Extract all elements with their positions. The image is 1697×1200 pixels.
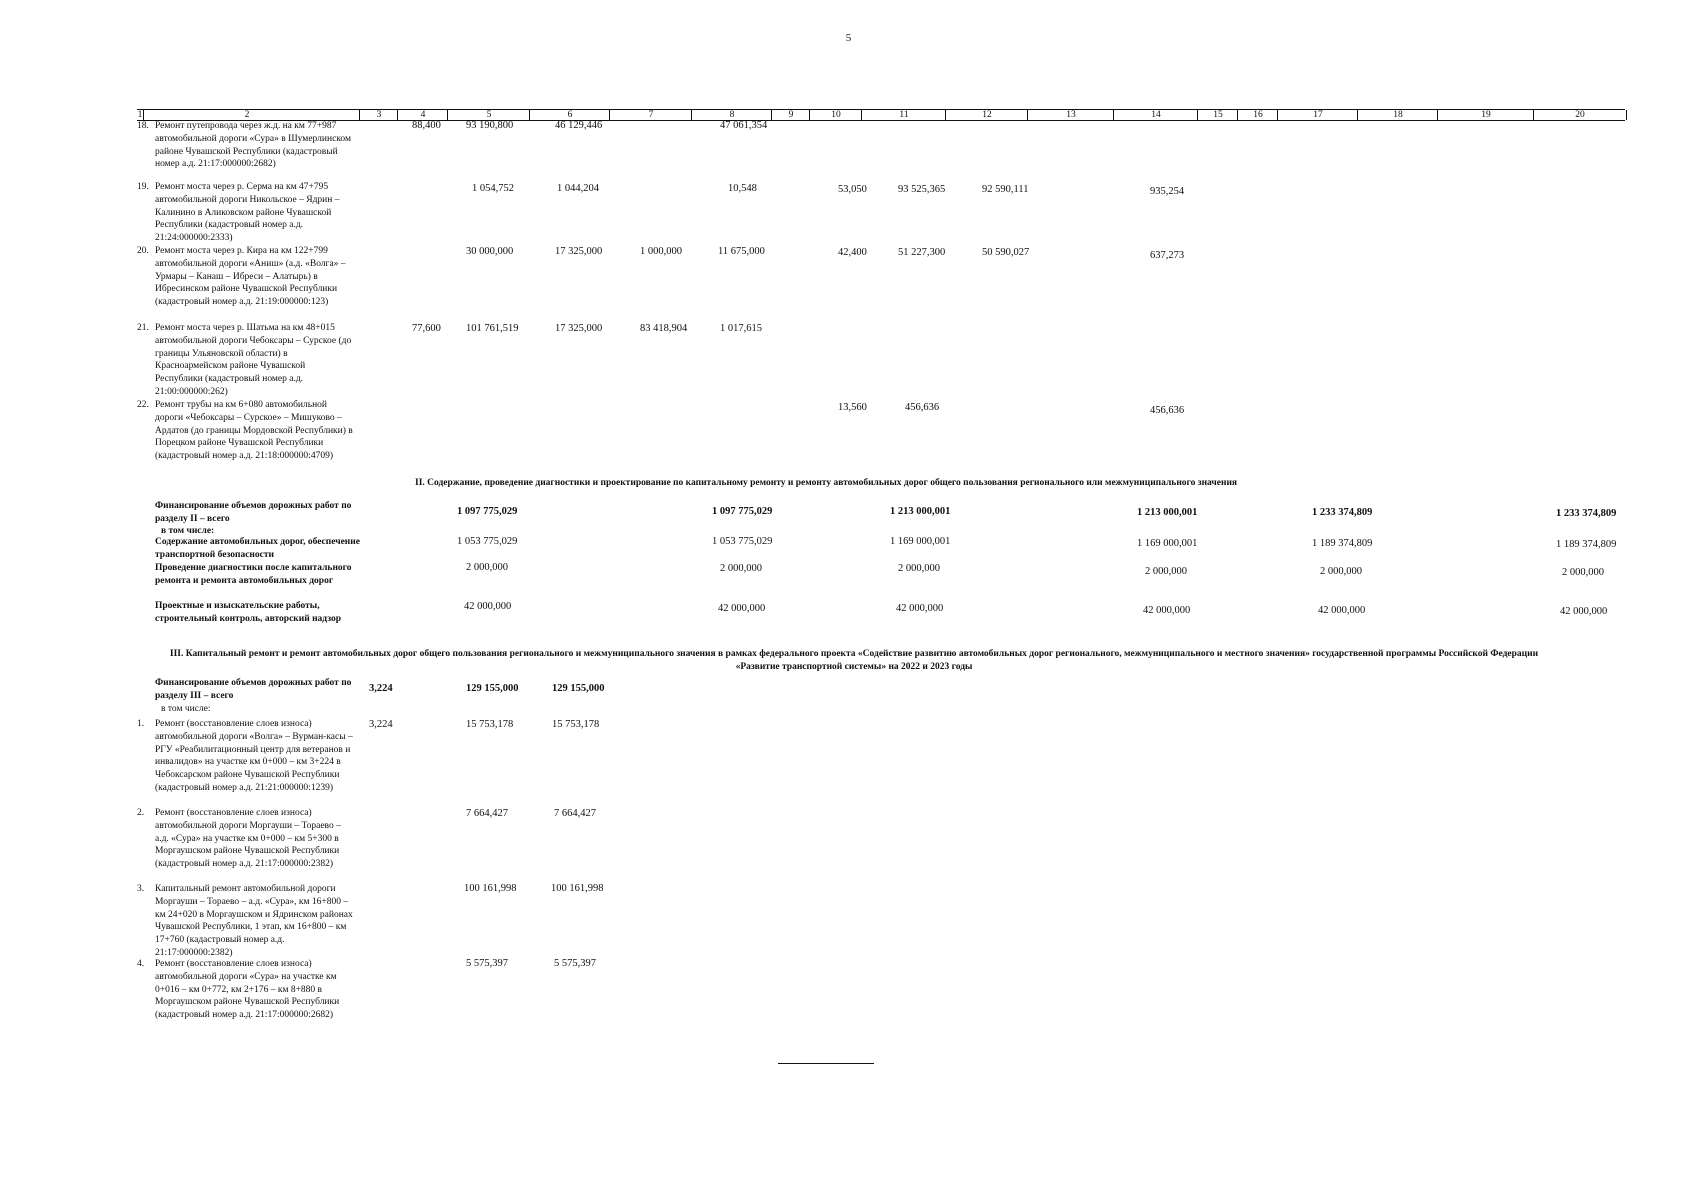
header-cell: 8: [691, 110, 772, 120]
cell-c12: 50 590,027: [982, 247, 1030, 258]
row-description: Ремонт (восстановление слоев износа) автомобильной дороги «Волга» – Вурман-касы – РГУ «Реабилитационный центр для ветеранов и инвалидов» на участке км 0+000 – км 3+224 в Чебоксарском районе Чувашской Республики (кадастровый номер а.д. 21:21:000000:1239): [155, 719, 353, 793]
cell-c10: 42,400: [838, 247, 867, 258]
section-2-row-maintenance: Содержание автомобильных дорог, обеспечение транспортной безопасности: [155, 537, 360, 560]
cell-c11: 1 169 000,001: [890, 536, 951, 547]
table-row-22: [137, 399, 355, 463]
header-cell: 20: [1533, 110, 1627, 120]
section-3-row-2: [137, 807, 355, 871]
cell-c5: 7 664,427: [466, 808, 508, 819]
footer-divider: [778, 1063, 874, 1064]
table-row-19: [137, 181, 355, 245]
cell-c7: 83 418,904: [640, 323, 688, 334]
section-3-total-sub: в том числе:: [161, 704, 211, 714]
cell-c8: 1 017,615: [720, 323, 762, 334]
cell-c7: 1 000,000: [640, 246, 682, 257]
row-description: Ремонт (восстановление слоев износа) автомобильной дороги «Сура» на участке км 0+016 – км 0+772, км 2+176 – км 8+880 в Моргаушском районе Чувашской Республики (кадастровый номер а.д. 21:17:000000:2682): [155, 959, 340, 1021]
section-2-title: II. Содержание, проведение диагностики и проектирование по капитальному ремонту и ремонту автомобильных дорог общего пользования регионального или межмуниципального значения: [415, 478, 1238, 488]
header-cell: 10: [809, 110, 862, 120]
cell-c8: 2 000,000: [720, 563, 762, 574]
cell-c8: 1 097 775,029: [712, 506, 773, 517]
cell-c5: 101 761,519: [466, 323, 519, 334]
cell-c14: 1 169 000,001: [1137, 538, 1198, 549]
cell-c11: 42 000,000: [896, 603, 944, 614]
section-3-total-label: Финансирование объемов дорожных работ по разделу III – всего: [155, 678, 352, 701]
cell-c5: 15 753,178: [466, 719, 514, 730]
table-row-21: [137, 322, 355, 399]
row-number: 21.: [137, 323, 149, 333]
cell-c6: 17 325,000: [555, 323, 603, 334]
cell-c5: 1 097 775,029: [457, 506, 518, 517]
cell-c6: 129 155,000: [552, 683, 605, 694]
cell-c20: 1 233 374,809: [1556, 508, 1617, 519]
cell-c5: 1 054,752: [472, 183, 514, 194]
cell-c20: 42 000,000: [1560, 606, 1608, 617]
header-cell: 14: [1113, 110, 1198, 120]
header-cell: 4: [397, 110, 448, 120]
cell-c17: 2 000,000: [1320, 566, 1362, 577]
header-cell: 11: [861, 110, 946, 120]
cell-c17: 1 189 374,809: [1312, 538, 1373, 549]
section-3-row-4: [137, 958, 355, 1022]
cell-c5: 30 000,000: [466, 246, 514, 257]
row-number: 3.: [137, 884, 145, 894]
cell-c11: 456,636: [905, 402, 940, 413]
cell-c6: 100 161,998: [551, 883, 604, 894]
cell-c10: 53,050: [838, 184, 867, 195]
row-description: Ремонт моста через р. Серма на км 47+795 автомобильной дороги Никольское – Ядрин – Калинино в Аликовском районе Чувашской Республики (кадастровый номер а.д. 21:24:000000:2333): [155, 182, 340, 244]
row-number: 19.: [137, 182, 149, 192]
row-description: Ремонт моста через р. Шатьма на км 48+015 автомобильной дороги Чебоксары – Сурское (до границы Ульяновской области) в Красноармейском районе Чувашской Республики (кадастровый номер а.д. 21:00:000000:262): [155, 323, 352, 397]
cell-c6: 17 325,000: [555, 246, 603, 257]
cell-c5: 1 053 775,029: [457, 536, 518, 547]
header-cell: 6: [529, 110, 610, 120]
cell-c5: 2 000,000: [466, 562, 508, 573]
cell-c14: 1 213 000,001: [1137, 507, 1198, 518]
cell-c6: 5 575,397: [554, 958, 596, 969]
header-cell: 13: [1027, 110, 1114, 120]
header-cell: 19: [1437, 110, 1534, 120]
section-3-row-1: [137, 718, 360, 795]
header-cell: 9: [771, 110, 810, 120]
cell-c20: 1 189 374,809: [1556, 539, 1617, 550]
row-description: Ремонт моста через р. Кира на км 122+799 автомобильной дороги «Аниш» (а.д. «Волга» – Урмары – Канаш – Ибреси – Алатырь) в Ибресинском районе Чувашской Республики (кадастровый номер а.д. 21:19:000000:123): [155, 246, 346, 308]
cell-c8: 1 053 775,029: [712, 536, 773, 547]
cell-c5: 5 575,397: [466, 958, 508, 969]
cell-c5: 100 161,998: [464, 883, 517, 894]
row-number: 1.: [137, 719, 145, 729]
section-3-title-line1: III. Капитальный ремонт и ремонт автомобильных дорог общего пользования регионального и межмуниципального значения в рамках федерального проекта «Содействие развитию автомобильных дорог регионального, межмуниципального и местного значения» государственной программы Российской Федерации: [169, 649, 1539, 659]
cell-c8: 42 000,000: [718, 603, 766, 614]
cell-c20: 2 000,000: [1562, 567, 1604, 578]
cell-c4: 77,600: [412, 323, 441, 334]
cell-c6: 15 753,178: [552, 719, 600, 730]
cell-c14: 637,273: [1150, 250, 1185, 261]
cell-c5: 129 155,000: [466, 683, 519, 694]
header-cell: 18: [1357, 110, 1438, 120]
row-number: 2.: [137, 808, 145, 818]
header-cell: 1: [137, 110, 143, 120]
section-2-total-sub: в том числе:: [161, 526, 215, 536]
section-2-row-diagnostics: Проведение диагностики после капитального ремонта и ремонта автомобильных дорог: [155, 563, 352, 586]
cell-c6: 46 129,446: [555, 120, 603, 131]
cell-c12: 92 590,111: [982, 184, 1029, 195]
header-cell: 7: [609, 110, 692, 120]
section-3-row-3: [137, 883, 360, 960]
cell-c11: 93 525,365: [898, 184, 946, 195]
section-2-total-label: Финансирование объемов дорожных работ по разделу II – всего: [155, 501, 352, 524]
header-cell: 15: [1197, 110, 1238, 120]
table-row-20: [137, 245, 355, 309]
cell-c11: 2 000,000: [898, 563, 940, 574]
cell-c8: 11 675,000: [718, 246, 765, 257]
header-cell: 5: [447, 110, 530, 120]
cell-c6: 7 664,427: [554, 808, 596, 819]
row-number: 18.: [137, 121, 149, 131]
cell-c17: 42 000,000: [1318, 605, 1366, 616]
row-number: 22.: [137, 400, 149, 410]
header-cell: 16: [1237, 110, 1278, 120]
cell-c4: 3,224: [369, 719, 393, 730]
page-number: 5: [845, 32, 852, 44]
cell-c11: 51 227,300: [898, 247, 946, 258]
cell-c10: 13,560: [838, 402, 867, 413]
section-3-title: [120, 648, 1588, 674]
row-description: Ремонт трубы на км 6+080 автомобильной дороги «Чебоксары – Сурское» – Мишуково – Ардатов (до границы Мордовской Республики) в Порецком районе Чувашской Республики (кадастровый номер а.д. 21:18:000000:4709): [155, 400, 353, 462]
cell-c4: 3,224: [369, 683, 393, 694]
header-cell: 17: [1277, 110, 1358, 120]
row-description: Капитальный ремонт автомобильной дороги Моргауши – Тораево – а.д. «Сура», км 16+800 – км 24+020 в Моргаушском и Ядринском районах Чувашской Республики, 1 этап, км 16+800 – км 17+760 (кадастровый номер а.д. 21:17:000000:2382): [155, 884, 353, 958]
row-number: 4.: [137, 959, 145, 969]
row-number: 20.: [137, 246, 149, 256]
header-cell: 12: [945, 110, 1028, 120]
cell-c11: 1 213 000,001: [890, 506, 951, 517]
cell-c8: 10,548: [728, 183, 757, 194]
cell-c14: 2 000,000: [1145, 566, 1187, 577]
cell-c14: 935,254: [1150, 186, 1185, 197]
cell-c8: 47 061,354: [720, 120, 768, 131]
row-description: Ремонт (восстановление слоев износа) автомобильной дороги Моргауши – Тораево – а.д. «Сура» на участке км 0+000 – км 5+300 в Моргаушском районе Чувашской Республики (кадастровый номер а.д. 21:17:000000:2382): [155, 808, 341, 870]
cell-c6: 1 044,204: [557, 183, 599, 194]
table-row-18: [137, 120, 355, 171]
section-3-title-line2: «Развитие транспортной системы» на 2022 и 2023 годы: [735, 662, 973, 672]
header-cell: 2: [143, 110, 350, 120]
cell-c4: 88,400: [412, 120, 441, 131]
cell-c5: 93 190,800: [466, 120, 514, 131]
cell-c14: 456,636: [1150, 405, 1185, 416]
cell-c17: 1 233 374,809: [1312, 507, 1373, 518]
cell-c14: 42 000,000: [1143, 605, 1191, 616]
cell-c5: 42 000,000: [464, 601, 512, 612]
header-cell: 3: [359, 110, 398, 120]
section-2-row-design: Проектные и изыскательские работы, строительный контроль, авторский надзор: [155, 601, 342, 624]
row-description: Ремонт путепровода через ж.д. на км 77+987 автомобильной дороги «Сура» в Шумерлинском районе Чувашской Республики (кадастровый номер а.д. 21:17:000000:2682): [155, 121, 351, 170]
table-header-row: [137, 109, 1625, 121]
